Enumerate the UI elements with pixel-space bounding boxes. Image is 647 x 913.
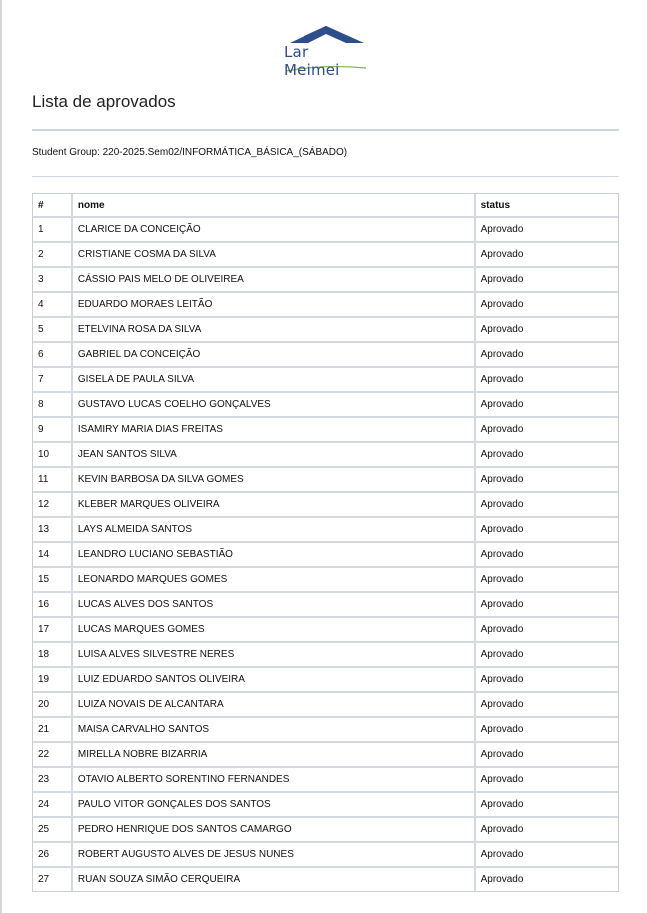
- student-name-cell: LEANDRO LUCIANO SEBASTIÃO: [73, 543, 476, 568]
- row-number-cell: 12: [33, 493, 73, 518]
- student-name-cell: GABRIEL DA CONCEIÇÃO: [73, 343, 476, 368]
- title-divider: [32, 129, 619, 131]
- row-number-cell: 25: [33, 818, 73, 843]
- status-cell: Aprovado: [476, 443, 618, 468]
- student-name-cell: PAULO VITOR GONÇALES DOS SANTOS: [73, 793, 476, 818]
- student-name-cell: JEAN SANTOS SILVA: [73, 443, 476, 468]
- row-number-cell: 22: [33, 743, 73, 768]
- column-header-name: nome: [73, 194, 476, 218]
- table-header-row: [33, 194, 618, 218]
- table-row: [33, 818, 618, 843]
- lar-meimei-logo: [284, 26, 368, 79]
- student-name-cell: LUIZA NOVAIS DE ALCANTARA: [73, 693, 476, 718]
- status-cell: Aprovado: [476, 343, 618, 368]
- status-cell: Aprovado: [476, 293, 618, 318]
- table-row: [33, 568, 618, 593]
- table-row: [33, 443, 618, 468]
- student-name-cell: CLARICE DA CONCEIÇÃO: [73, 218, 476, 243]
- status-cell: Aprovado: [476, 593, 618, 618]
- table-row: [33, 768, 618, 793]
- status-cell: Aprovado: [476, 368, 618, 393]
- row-number-cell: 1: [33, 218, 73, 243]
- status-cell: Aprovado: [476, 768, 618, 793]
- table-row: [33, 293, 618, 318]
- table-row: [33, 593, 618, 618]
- row-number-cell: 15: [33, 568, 73, 593]
- status-cell: Aprovado: [476, 618, 618, 643]
- table-row: [33, 868, 618, 891]
- group-divider: [32, 176, 619, 177]
- approved-students-table: [32, 193, 619, 892]
- table-row: [33, 493, 618, 518]
- column-header-number: #: [33, 194, 73, 218]
- row-number-cell: 20: [33, 693, 73, 718]
- student-name-cell: ISAMIRY MARIA DIAS FREITAS: [73, 418, 476, 443]
- row-number-cell: 3: [33, 268, 73, 293]
- table-row: [33, 318, 618, 343]
- row-number-cell: 11: [33, 468, 73, 493]
- status-cell: Aprovado: [476, 268, 618, 293]
- row-number-cell: 14: [33, 543, 73, 568]
- status-cell: Aprovado: [476, 243, 618, 268]
- row-number-cell: 10: [33, 443, 73, 468]
- table-row: [33, 718, 618, 743]
- student-name-cell: MIRELLA NOBRE BIZARRIA: [73, 743, 476, 768]
- student-name-cell: EDUARDO MORAES LEITÃO: [73, 293, 476, 318]
- student-group-line: Student Group: 220-2025.Sem02/INFORMÁTICA_BÁSICA_(SÁBADO): [32, 147, 348, 158]
- student-name-cell: LUIZ EDUARDO SANTOS OLIVEIRA: [73, 668, 476, 693]
- student-name-cell: LUISA ALVES SILVESTRE NERES: [73, 643, 476, 668]
- row-number-cell: 6: [33, 343, 73, 368]
- status-cell: Aprovado: [476, 718, 618, 743]
- page-left-border: [0, 0, 2, 913]
- student-name-cell: LUCAS MARQUES GOMES: [73, 618, 476, 643]
- status-cell: Aprovado: [476, 418, 618, 443]
- student-name-cell: PEDRO HENRIQUE DOS SANTOS CAMARGO: [73, 818, 476, 843]
- status-cell: Aprovado: [476, 568, 618, 593]
- row-number-cell: 13: [33, 518, 73, 543]
- student-name-cell: KEVIN BARBOSA DA SILVA GOMES: [73, 468, 476, 493]
- table-row: [33, 643, 618, 668]
- table-row: [33, 368, 618, 393]
- table-row: [33, 468, 618, 493]
- table-row: [33, 793, 618, 818]
- row-number-cell: 9: [33, 418, 73, 443]
- row-number-cell: 7: [33, 368, 73, 393]
- row-number-cell: 24: [33, 793, 73, 818]
- table-row: [33, 743, 618, 768]
- row-number-cell: 17: [33, 618, 73, 643]
- table-row: [33, 618, 618, 643]
- status-cell: Aprovado: [476, 843, 618, 868]
- row-number-cell: 19: [33, 668, 73, 693]
- row-number-cell: 23: [33, 768, 73, 793]
- student-name-cell: LUCAS ALVES DOS SANTOS: [73, 593, 476, 618]
- status-cell: Aprovado: [476, 543, 618, 568]
- row-number-cell: 2: [33, 243, 73, 268]
- row-number-cell: 26: [33, 843, 73, 868]
- student-name-cell: ETELVINA ROSA DA SILVA: [73, 318, 476, 343]
- student-name-cell: OTAVIO ALBERTO SORENTINO FERNANDES: [73, 768, 476, 793]
- table-row: [33, 543, 618, 568]
- table-row: [33, 218, 618, 243]
- page-title: Lista de aprovados: [32, 92, 176, 111]
- student-name-cell: GUSTAVO LUCAS COELHO GONÇALVES: [73, 393, 476, 418]
- status-cell: Aprovado: [476, 818, 618, 843]
- table-row: [33, 243, 618, 268]
- row-number-cell: 27: [33, 868, 73, 891]
- table-row: [33, 518, 618, 543]
- status-cell: Aprovado: [476, 518, 618, 543]
- column-header-status: status: [476, 194, 618, 218]
- status-cell: Aprovado: [476, 318, 618, 343]
- status-cell: Aprovado: [476, 218, 618, 243]
- status-cell: Aprovado: [476, 693, 618, 718]
- student-name-cell: RUAN SOUZA SIMÃO CERQUEIRA: [73, 868, 476, 891]
- student-name-cell: KLEBER MARQUES OLIVEIRA: [73, 493, 476, 518]
- status-cell: Aprovado: [480, 874, 524, 885]
- status-cell: Aprovado: [476, 793, 618, 818]
- row-number-cell: 16: [33, 593, 73, 618]
- student-name-cell: CÁSSIO PAIS MELO DE OLIVEIREA: [73, 268, 476, 293]
- student-name-cell: LAYS ALMEIDA SANTOS: [73, 518, 476, 543]
- student-name-cell: CRISTIANE COSMA DA SILVA: [73, 243, 476, 268]
- student-name-cell: MAISA CARVALHO SANTOS: [73, 718, 476, 743]
- status-cell: Aprovado: [476, 468, 618, 493]
- student-name-cell: ROBERT AUGUSTO ALVES DE JESUS NUNES: [73, 843, 476, 868]
- row-number-cell: 18: [33, 643, 73, 668]
- student-name-cell: GISELA DE PAULA SILVA: [73, 368, 476, 393]
- table-row: [33, 668, 618, 693]
- table-row: [33, 843, 618, 868]
- table-row: [33, 268, 618, 293]
- row-number-cell: 21: [33, 718, 73, 743]
- logo-wordmark: Lar Meimei: [284, 43, 340, 79]
- status-cell: Aprovado: [476, 668, 618, 693]
- table-row: [33, 693, 618, 718]
- student-name-cell: LEONARDO MARQUES GOMES: [73, 568, 476, 593]
- status-cell: Aprovado: [476, 493, 618, 518]
- status-cell: Aprovado: [476, 393, 618, 418]
- table-row: [33, 418, 618, 443]
- status-cell: Aprovado: [476, 643, 618, 668]
- table-row: [33, 343, 618, 368]
- status-cell: Aprovado: [476, 743, 618, 768]
- row-number-cell: 5: [33, 318, 73, 343]
- row-number-cell: 8: [33, 393, 73, 418]
- table-row: [33, 393, 618, 418]
- row-number-cell: 4: [33, 293, 73, 318]
